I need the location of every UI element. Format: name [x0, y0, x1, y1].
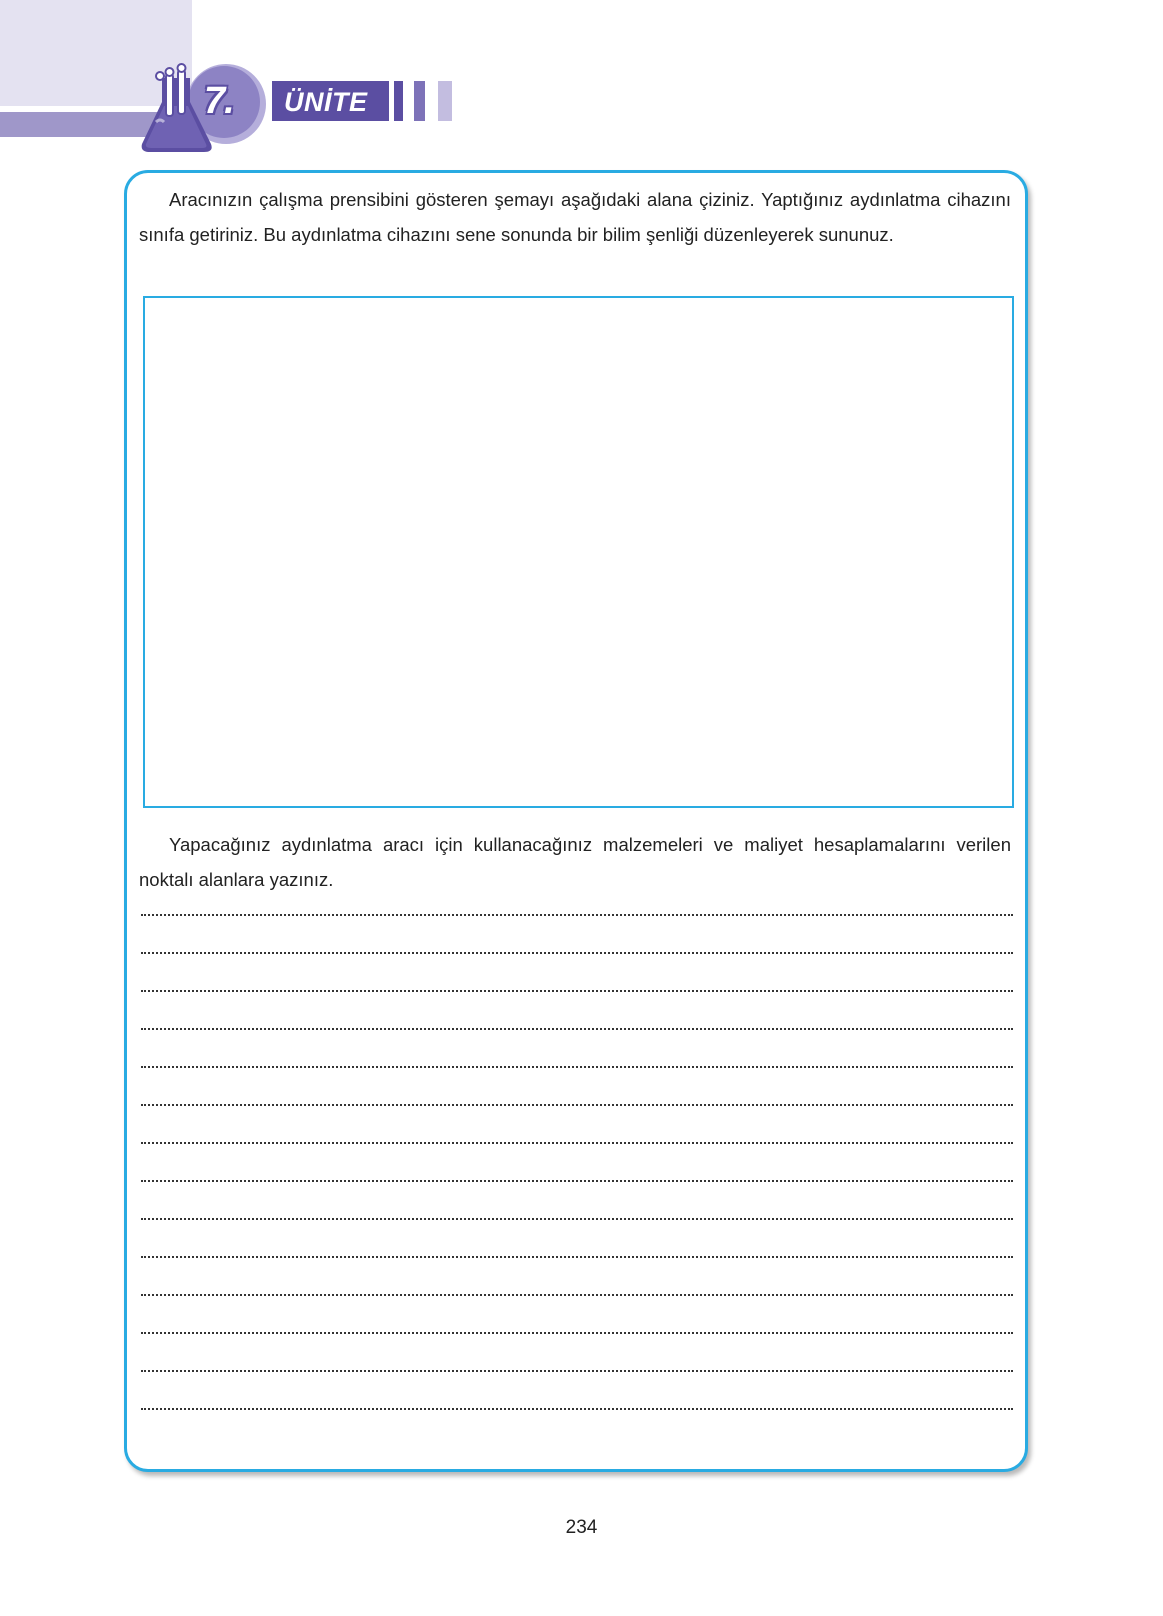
answer-line[interactable] — [141, 1180, 1013, 1182]
page-number: 234 — [565, 1517, 598, 1538]
instructions-drawing: Aracınızın çalışma prensibini gösteren şemayı aşağıdaki alana çiziniz. Yaptığınız aydınlatma cihazını sınıfa getiriniz. Bu aydınlatma cihazını sene sonunda bir bilim şenliği düzenleyerek sununuz. — [139, 189, 1011, 245]
answer-line[interactable] — [141, 1294, 1013, 1296]
instructions-materials: Yapacağınız aydınlatma aracı için kullanacağınız malzemeleri ve maliyet hesaplamalarını verilen noktalı alanlara yazınız. — [139, 834, 1011, 890]
decorative-bar — [414, 81, 425, 121]
answer-line[interactable] — [141, 914, 1013, 916]
decorative-bar — [438, 81, 452, 121]
answer-line[interactable] — [141, 1370, 1013, 1372]
answer-line[interactable] — [141, 990, 1013, 992]
unit-label: ÜNİTE — [284, 87, 368, 117]
answer-line[interactable] — [141, 952, 1013, 954]
answer-line[interactable] — [141, 1028, 1013, 1030]
answer-line[interactable] — [141, 1142, 1013, 1144]
decorative-bar — [394, 81, 403, 121]
answer-line[interactable] — [141, 1218, 1013, 1220]
unit-number: 7. — [204, 80, 234, 122]
answer-line[interactable] — [141, 1256, 1013, 1258]
drawing-area[interactable] — [143, 296, 1014, 808]
answer-line[interactable] — [141, 1104, 1013, 1106]
answer-line[interactable] — [141, 1332, 1013, 1334]
answer-line[interactable] — [141, 1408, 1013, 1410]
answer-line[interactable] — [141, 1066, 1013, 1068]
